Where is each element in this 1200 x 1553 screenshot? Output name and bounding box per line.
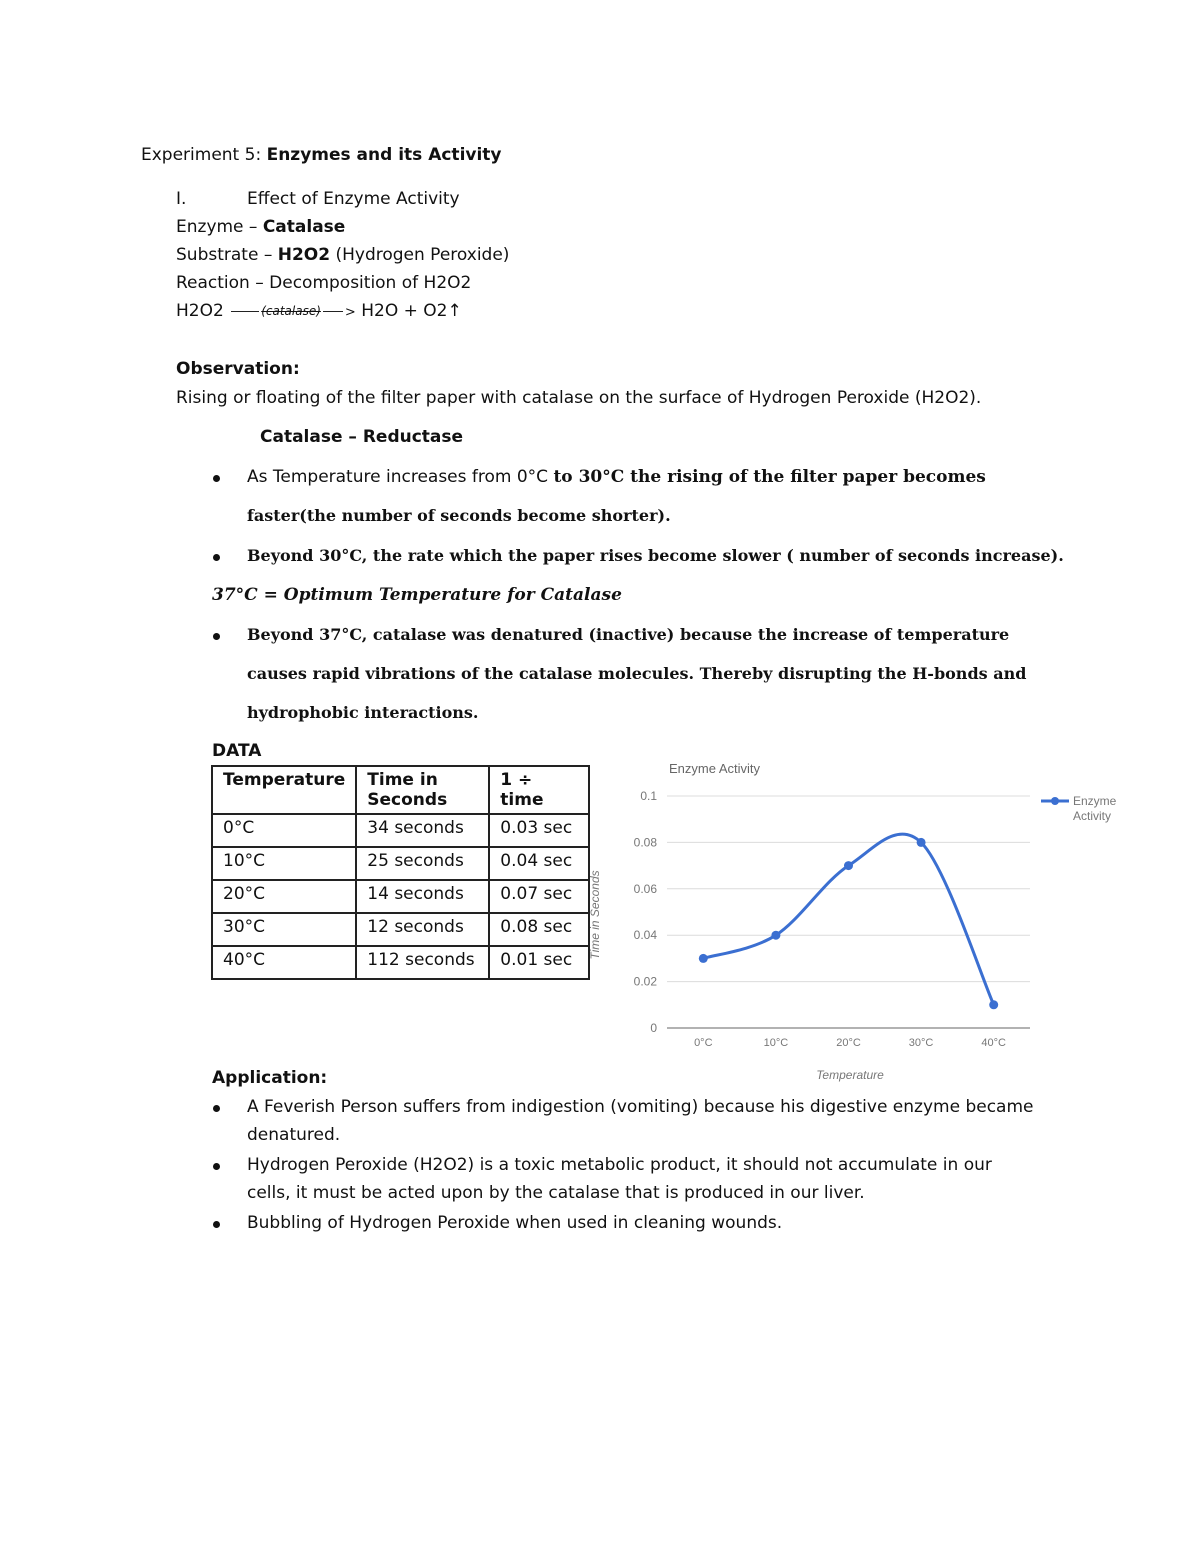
enzyme-line: Enzyme – Catalase: [176, 217, 346, 237]
observation-bullet-1-line-2: faster(the number of seconds become shorter).: [247, 506, 671, 525]
table-cell: 0.07 sec: [489, 880, 589, 913]
chart-x-tick-label: 30°C: [908, 1037, 934, 1049]
observation-bullet-3-line-3: hydrophobic interactions.: [247, 703, 479, 722]
data-table: [211, 765, 590, 980]
chart-point: [699, 954, 708, 963]
table-cell: 112 seconds: [356, 946, 489, 979]
reaction-line: Reaction – Decomposition of H2O2: [176, 273, 472, 293]
table-cell: 34 seconds: [356, 814, 489, 847]
chart-y-tick-label: 0.02: [633, 974, 657, 989]
substrate-line: Substrate – H2O2 (Hydrogen Peroxide): [176, 245, 510, 265]
chart-x-ticks: [694, 1037, 1006, 1049]
legend-label: Enzyme Activity: [1073, 794, 1117, 823]
chart-y-tick-label: 0.04: [633, 928, 657, 943]
catalase-line: Catalase – Reductase: [260, 427, 464, 447]
application-bullet-1-line-2: denatured.: [247, 1125, 341, 1145]
page-title: Experiment 5: Enzymes and its Activity: [141, 145, 502, 165]
arrow-head-icon: >: [344, 305, 356, 320]
table-row: [212, 814, 589, 847]
chart-title: Enzyme Activity: [669, 761, 761, 776]
chart-y-tick-label: 0.1: [640, 789, 657, 803]
chart-y-tick-label: 0.06: [633, 881, 657, 896]
chart-y-tick-label: 0.08: [633, 835, 657, 850]
application-bullet-1-line-1: A Feverish Person suffers from indigestion (vomiting) because his digestive enzyme became: [247, 1097, 1034, 1117]
chart-point: [989, 1000, 998, 1009]
application-label: Application:: [212, 1068, 328, 1088]
section-heading: Effect of Enzyme Activity: [247, 189, 460, 209]
chart-series-line: [703, 834, 993, 1005]
bullet-icon: [213, 1105, 220, 1112]
optimum-temperature-heading: 37°C = Optimum Temperature for Catalase: [212, 585, 622, 605]
chart-x-tick-label: 10°C: [763, 1037, 789, 1049]
equation-arrow-line: [231, 311, 259, 312]
table-row: [212, 880, 589, 913]
bullet-icon: [213, 554, 220, 561]
chart-x-tick-label: 20°C: [836, 1037, 861, 1049]
table-cell: 14 seconds: [356, 880, 489, 913]
chart-y-axis-label: Time in Seconds: [588, 870, 602, 960]
table-row: [212, 913, 589, 946]
observation-bullet-2: Beyond 30°C, the rate which the paper rises become slower ( number of seconds increase).: [247, 546, 1064, 565]
table-cell: 40°C: [212, 946, 356, 979]
application-bullet-2-line-2: cells, it must be acted upon by the catalase that is produced in our liver.: [247, 1183, 865, 1203]
table-header-cell: Temperature: [212, 766, 356, 814]
chart-legend: [1041, 794, 1120, 823]
chart-x-tick-label: 40°C: [981, 1037, 1006, 1049]
table-cell: 30°C: [212, 913, 356, 946]
data-label: DATA: [212, 741, 262, 761]
equation-arrow-line: [323, 311, 343, 312]
observation-text: Rising or floating of the filter paper with catalase on the surface of Hydrogen Peroxide (H2O2).: [176, 388, 982, 408]
observation-label: Observation:: [176, 359, 300, 379]
chart-point: [917, 838, 926, 847]
table-row: [212, 847, 589, 880]
application-bullet-2-line-1: Hydrogen Peroxide (H2O2) is a toxic metabolic product, it should not accumulate in our: [247, 1155, 992, 1175]
table-header-cell: Time in Seconds: [356, 766, 489, 814]
table-cell: 0.08 sec: [489, 913, 589, 946]
bullet-icon: [213, 1221, 220, 1228]
observation-bullet-3-line-1: Beyond 37°C, catalase was denatured (inactive) because the increase of temperature: [247, 625, 1010, 644]
enzyme-activity-chart: [585, 750, 1145, 1090]
chart-points: [699, 838, 998, 1009]
table-cell: 12 seconds: [356, 913, 489, 946]
chart-point: [771, 931, 780, 940]
section-numeral: I.: [176, 189, 187, 209]
table-header-cell: 1 ÷ time: [489, 766, 589, 814]
chart-y-tick-label: 0: [650, 1021, 657, 1035]
application-bullet-3: Bubbling of Hydrogen Peroxide when used in cleaning wounds.: [247, 1213, 783, 1233]
chart-x-axis-label: Temperature: [816, 1068, 884, 1082]
table-cell: 10°C: [212, 847, 356, 880]
table-cell: 0.04 sec: [489, 847, 589, 880]
table-header-row: [212, 766, 589, 814]
chart-grid: [667, 796, 1030, 1028]
bullet-icon: [213, 475, 220, 482]
bullet-icon: [213, 1163, 220, 1170]
table-cell: 0.01 sec: [489, 946, 589, 979]
observation-bullet-3-line-2: causes rapid vibrations of the catalase molecules. Thereby disrupting the H-bonds and: [247, 664, 1027, 683]
chart-point: [844, 861, 853, 870]
chart-y-ticks: [634, 789, 658, 1035]
table-cell: 25 seconds: [356, 847, 489, 880]
table-cell: 0°C: [212, 814, 356, 847]
observation-bullet-1-line-1: As Temperature increases from 0°C to 30°C the rising of the filter paper becomes: [247, 467, 986, 487]
chart-x-tick-label: 0°C: [694, 1037, 713, 1049]
bullet-icon: [213, 633, 220, 640]
reaction-equation: H2O2 (catalase) > H2O + O2↑: [176, 301, 462, 321]
legend-marker-icon: [1051, 797, 1059, 805]
table-cell: 20°C: [212, 880, 356, 913]
table-cell: 0.03 sec: [489, 814, 589, 847]
table-row: [212, 946, 589, 979]
